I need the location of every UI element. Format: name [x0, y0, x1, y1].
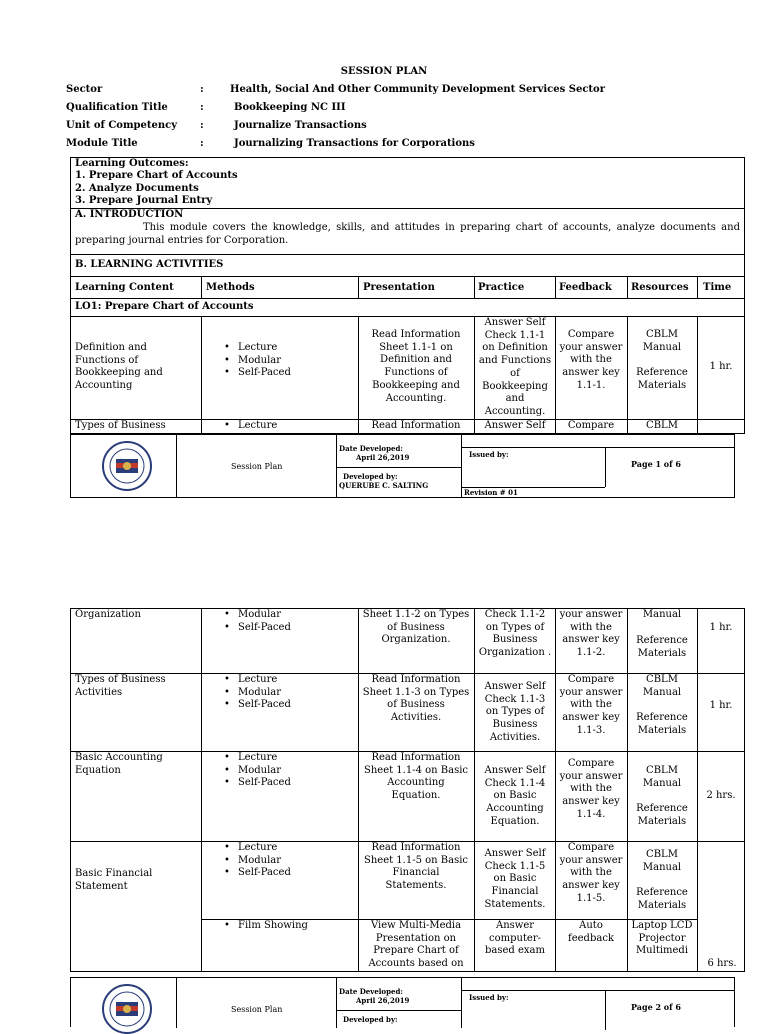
page-footer: Session Plan Date Developed: April 26,2019 Developed by: Issued by: Page 2 of 6 — [70, 977, 735, 1027]
page-footer: Session Plan Date Developed: April 26,2019 Developed by: QUERUBE C. SALTING Issued by: Revision # 01 Page 1 of 6 — [70, 434, 735, 498]
outcomes-heading: Learning Outcomes: — [75, 158, 189, 169]
col-header-presentation: Presentation — [363, 282, 435, 293]
school-seal-icon — [102, 984, 152, 1034]
lo1-heading: LO1: Prepare Chart of Accounts — [75, 301, 254, 312]
col-header-methods: Methods — [206, 282, 255, 293]
outcome-item: 2. Analyze Documents — [75, 183, 199, 194]
col-header-resources: Resources — [631, 282, 689, 293]
col-header-time: Time — [703, 282, 732, 293]
activities-heading: B. LEARNING ACTIVITIES — [75, 259, 224, 270]
page-title: SESSION PLAN — [340, 66, 428, 77]
col-header-content: Learning Content — [75, 282, 174, 293]
col-header-feedback: Feedback — [559, 282, 612, 293]
col-header-practice: Practice — [478, 282, 525, 293]
methods-list: • Lecture • Modular • Self-Paced — [224, 342, 291, 380]
intro-heading: A. INTRODUCTION — [75, 209, 184, 220]
outcome-item: 3. Prepare Journal Entry — [75, 195, 213, 206]
intro-text: This module covers the knowledge, skills, and attitudes in preparing chart of accounts, analyze documents and preparing journal entries for Corporation. — [75, 222, 740, 246]
outcome-item: 1. Prepare Chart of Accounts — [75, 170, 238, 181]
school-seal-icon — [102, 441, 152, 491]
